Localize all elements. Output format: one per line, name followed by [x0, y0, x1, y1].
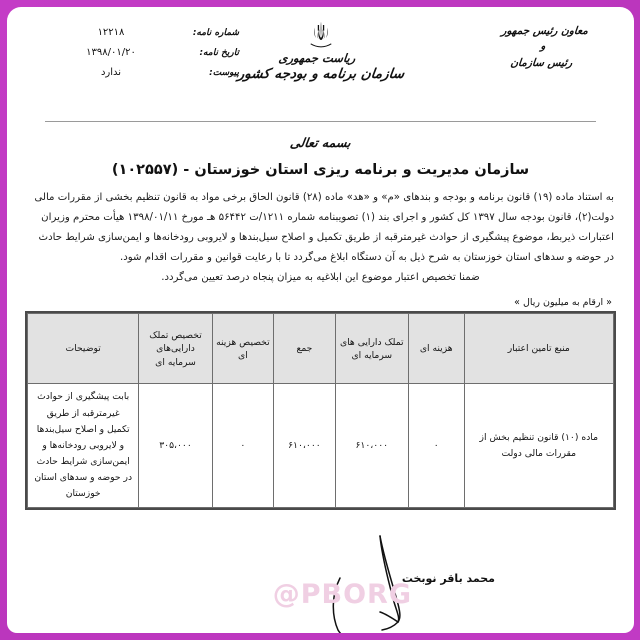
table-units-note: « ارقام به میلیون ریال »	[514, 297, 612, 309]
col-header-source: منبع تامین اعتبار	[464, 314, 613, 384]
attachment-value: ندارد	[100, 67, 122, 78]
col-header-tx-tamalok: تخصیص تملک دارایی‌های سرمایه ای	[139, 314, 212, 384]
cell-desc: بابت پیشگیری از حوادث غیرمترقبه از طریق تکمیل و اصلاح سیل‌بندها و لایروبی رودخانه‌ها و ایمن‌سازی شرایط حادث در حوضه و سدهای استان خوزستان	[28, 384, 139, 508]
signatory-name: محمد باقر نوبخت	[401, 572, 495, 586]
letter-number-label: شماره نامه:	[192, 28, 239, 38]
attachment-label: پیوست:	[209, 68, 239, 78]
cell-tx-tamalok: ۳۰۵،۰۰۰	[139, 384, 212, 508]
iran-emblem-icon	[308, 19, 334, 49]
signatory-title-conjunction: و	[540, 41, 547, 53]
meta-row-letter-date	[49, 47, 239, 58]
budget-table	[27, 313, 614, 508]
letterhead-meta-block	[49, 27, 239, 87]
document-page	[7, 7, 634, 633]
cell-tamalok: ۶۱۰،۰۰۰	[335, 384, 408, 508]
letter-date-label: تاریخ نامه:	[199, 48, 239, 58]
letterhead-signatory-title	[465, 23, 620, 71]
letterhead	[21, 15, 620, 119]
signature-area	[21, 524, 620, 633]
letter-date-value: ۱۳۹۸/۰۱/۲۰	[86, 47, 136, 58]
col-header-tamalok: تملک دارایی های سرمایه ای	[335, 314, 408, 384]
signatory-title-line2: رئیس سازمان	[509, 56, 573, 69]
table-header-row	[28, 314, 614, 384]
cell-hazine: ۰	[408, 384, 464, 508]
col-header-jam: جمع	[274, 314, 336, 384]
cell-tx-hazine: ۰	[212, 384, 274, 508]
org-name-presidency: ریاست جمهوری	[277, 51, 356, 65]
body-paragraph-2: ضمنا تخصیص اعتبار موضوع این ابلاغیه به میزان پنجاه درصد تعیین می‌گردد.	[161, 271, 480, 283]
body-paragraph-1: به استناد ماده (۱۹) قانون برنامه و بودجه و بندهای «م» و «هد» ماده (۲۸) قانون الحاق برخی مواد به قانون تنظیم بخشی از مقررات مالی دولت(۲)، قانون بودجه سال ۱۳۹۷ کل کشور و اجرای بند (۱) تصویبنامه شماره ۱۲۱۱/ت ۵۶۴۴۲ هـ مورخ ۱۳۹۸/۰۱/۱۱ هیأت محترم وزیران اعتبارات ذیربط، موضوع پیشگیری از حوادث غیرمترقبه از طریق تکمیل و اصلاح سیل‌بندها و لایروبی رودخانه‌ها و ایمن‌سازی شرایط حادث در حوضه و سدهای استان خوزستان به شرح ذیل به آن دستگاه ابلاغ می‌گردد تا با رعایت قوانین و مقررات اقدام شود.	[34, 192, 614, 263]
org-name-planning-budget: سازمان برنامه و بودجه کشور	[236, 66, 405, 82]
letterhead-organization	[206, 19, 436, 82]
meta-row-letter-number	[49, 27, 239, 38]
letter-body	[27, 188, 614, 287]
col-header-desc: توضیحات	[28, 314, 139, 384]
col-header-hazine: هزینه ای	[408, 314, 464, 384]
meta-row-attachment	[49, 67, 239, 78]
basmala-text: بسمه تعالی	[289, 135, 352, 150]
letter-number-value: ۱۲۲۱۸	[97, 27, 125, 38]
letterhead-divider	[45, 121, 596, 122]
cell-source: ماده (۱۰) قانون تنظیم بخش از مقررات مالی دولت	[464, 384, 613, 508]
col-header-tx-hazine: تخصیص هزینه ای	[212, 314, 274, 384]
signatory-title-line1: معاون رئیس جمهور	[500, 25, 589, 37]
page-title: سازمان مدیریت و برنامه ریزی استان خوزستان - (۱۰۲۵۵۷)	[111, 162, 530, 178]
watermark-text: @PBORG	[272, 579, 412, 611]
cell-jam: ۶۱۰،۰۰۰	[274, 384, 336, 508]
table-row	[28, 384, 614, 508]
budget-table-container	[25, 311, 616, 510]
